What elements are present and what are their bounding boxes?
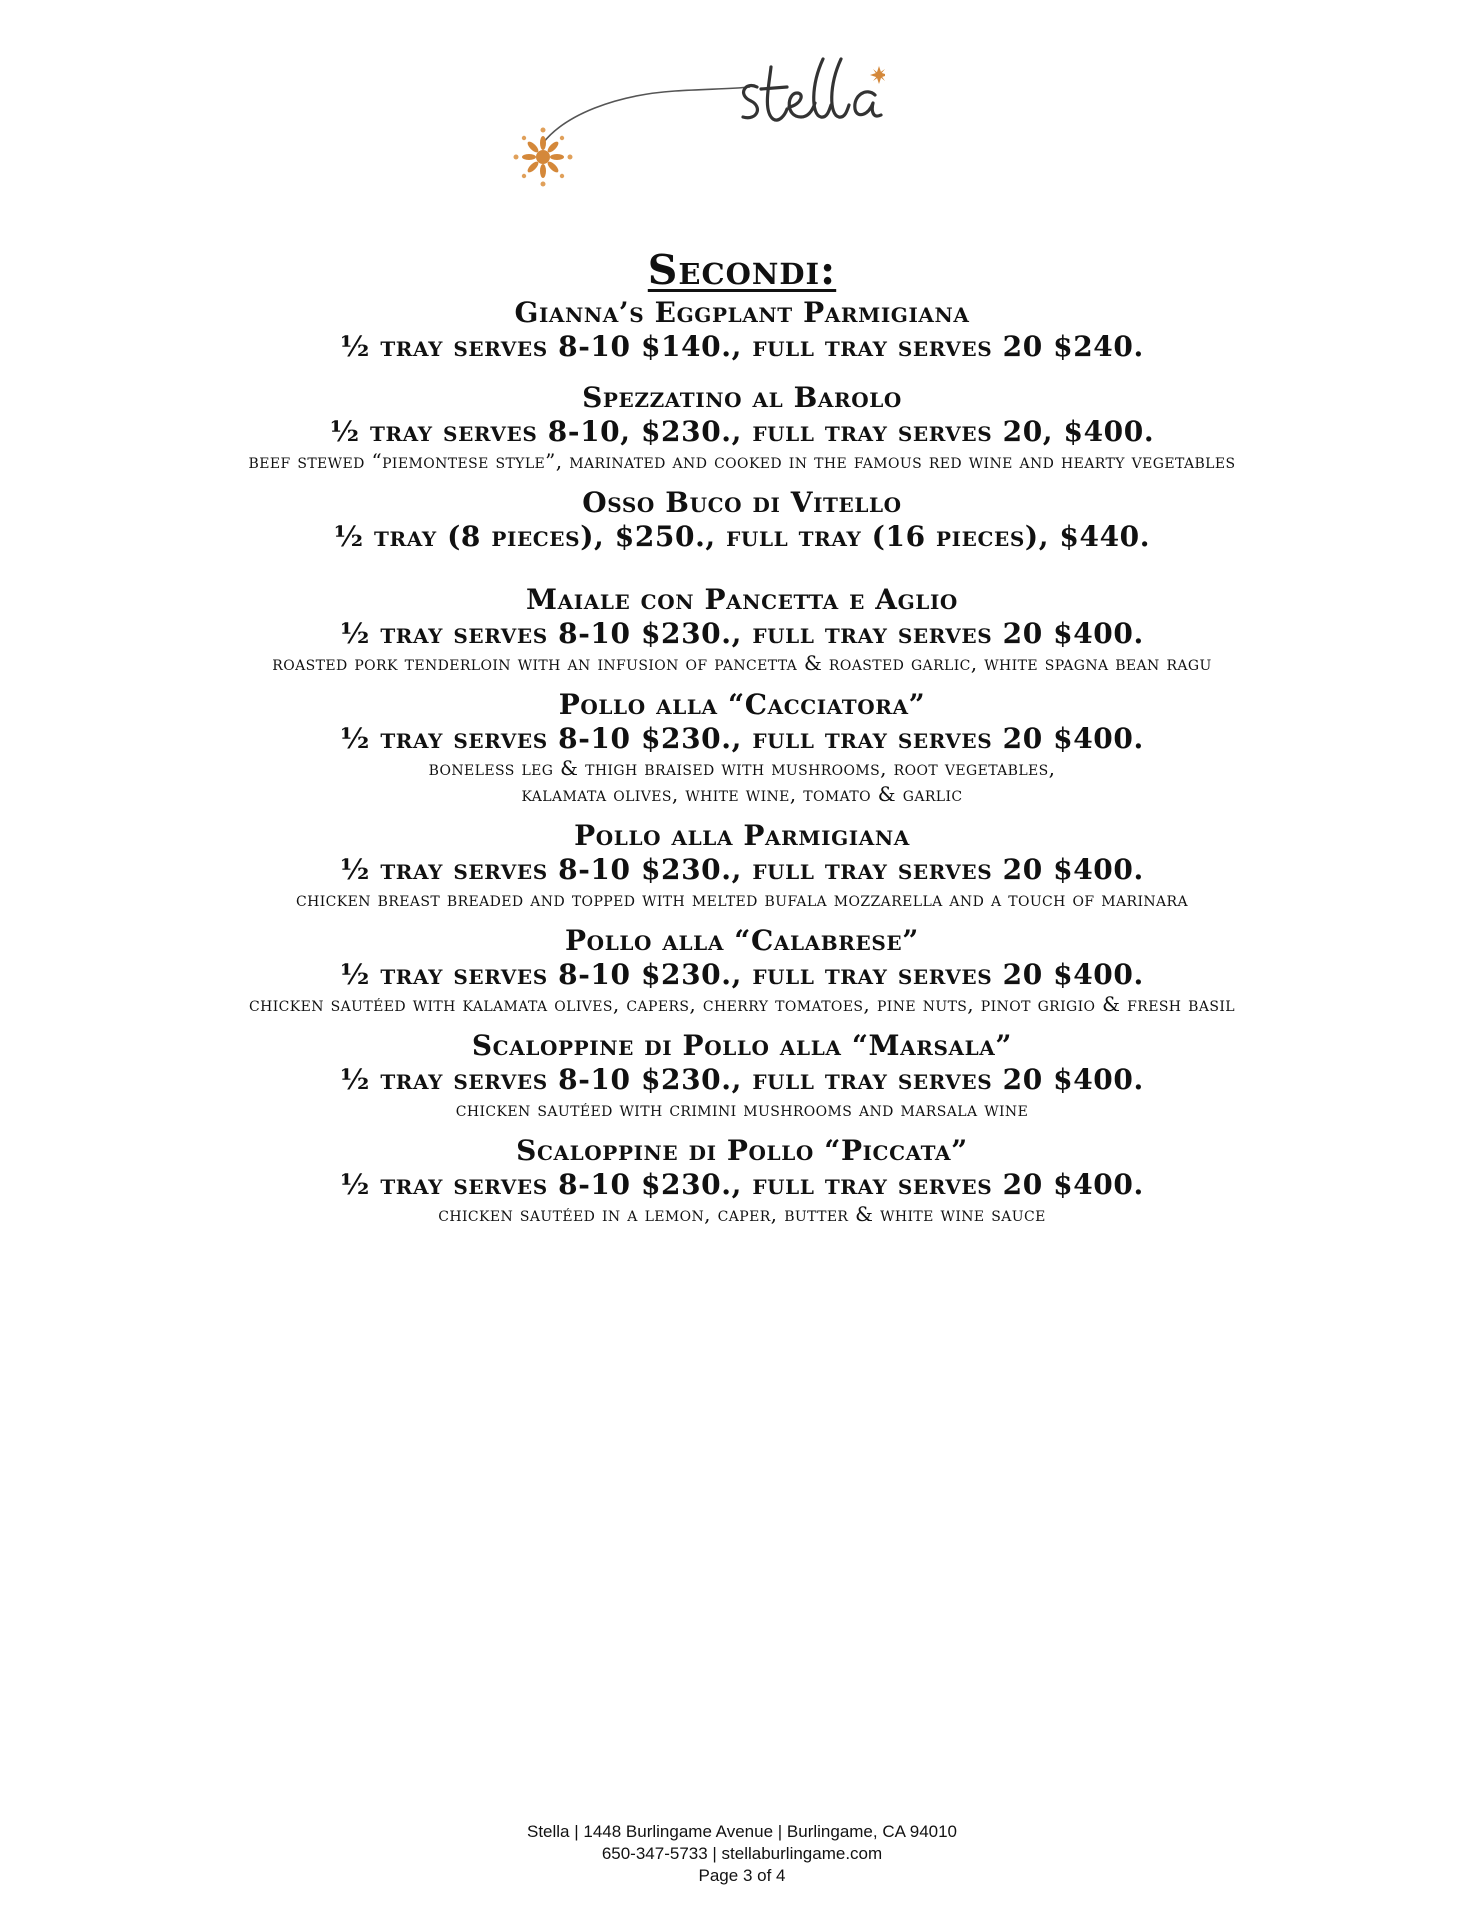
item-name: Scaloppine di Pollo “Piccata” (516, 1134, 968, 1167)
item-price: ½ tray serves 8-10, $230., full tray serves 20, $400. (329, 415, 1155, 448)
item-description: chicken sautéed in a lemon, caper, butter & white wine sauce (438, 1202, 1046, 1226)
item-name: Scaloppine di Pollo alla “Marsala” (471, 1029, 1013, 1062)
item-price: ½ tray serves 8-10 $230., full tray serves 20 $400. (340, 1168, 1144, 1201)
item-description: chicken breast breaded and topped with melted bufala mozzarella and a touch of marinara (296, 887, 1188, 911)
item-description: boneless leg & thigh braised with mushrooms, root vegetables, (428, 756, 1056, 780)
stella-logo (505, 45, 885, 195)
item-price: ½ tray serves 8-10 $140., full tray serves 20 $240. (340, 330, 1144, 363)
menu-content (0, 245, 1484, 1227)
item-price: ½ tray serves 8-10 $230., full tray serves 20 $400. (340, 958, 1144, 991)
footer-contact: 650-347-5733 | stellaburlingame.com (601, 1844, 883, 1863)
menu-item (0, 819, 1484, 912)
menu-item (0, 381, 1484, 474)
star-icon (870, 66, 885, 84)
section-title: Secondi: (647, 246, 837, 294)
item-price: ½ tray serves 8-10 $230., full tray serves 20 $400. (340, 722, 1144, 755)
footer-address: Stella | 1448 Burlingame Avenue | Burlingame, CA 94010 (526, 1822, 958, 1841)
item-name: Pollo alla Parmigiana (574, 819, 910, 852)
item-name: Pollo alla “Cacciatora” (558, 688, 926, 721)
item-description: beef stewed “piemontese style”, marinated and cooked in the famous red wine and hearty vegetables (248, 449, 1236, 473)
stella-wordmark (743, 59, 881, 120)
item-price: ½ tray serves 8-10 $230., full tray serves 20 $400. (340, 617, 1144, 650)
page-footer (0, 1821, 1484, 1887)
menu-item (0, 1029, 1484, 1122)
page-number: Page 3 of 4 (698, 1866, 786, 1885)
flower-icon (514, 128, 573, 187)
item-name: Osso Buco di Vitello (582, 486, 902, 519)
item-description: chicken sautéed with crimini mushrooms and marsala wine (455, 1097, 1029, 1121)
item-price: ½ tray serves 8-10 $230., full tray serves 20 $400. (340, 1063, 1144, 1096)
menu-item (0, 583, 1484, 676)
item-description: kalamata olives, white wine, tomato & garlic (521, 782, 963, 806)
item-name: Pollo alla “Calabrese” (565, 924, 919, 957)
item-price: ½ tray serves 8-10 $230., full tray serves 20 $400. (340, 853, 1144, 886)
menu-item (0, 486, 1484, 553)
stella-logo-graphic (505, 45, 885, 195)
item-description: chicken sautéed with kalamata olives, capers, cherry tomatoes, pine nuts, pinot grigio & fresh basil (249, 992, 1235, 1016)
menu-item (0, 296, 1484, 363)
menu-item (0, 688, 1484, 807)
item-description: roasted pork tenderloin with an infusion of pancetta & roasted garlic, white spagna bean ragu (272, 651, 1212, 675)
item-name: Gianna’s Eggplant Parmigiana (514, 296, 970, 329)
menu-item (0, 924, 1484, 1017)
menu-item (0, 1134, 1484, 1227)
item-price: ½ tray (8 pieces), $250., full tray (16 pieces), $440. (333, 520, 1151, 553)
item-name: Maiale con Pancetta e Aglio (526, 583, 958, 616)
item-name: Spezzatino al Barolo (582, 381, 902, 414)
